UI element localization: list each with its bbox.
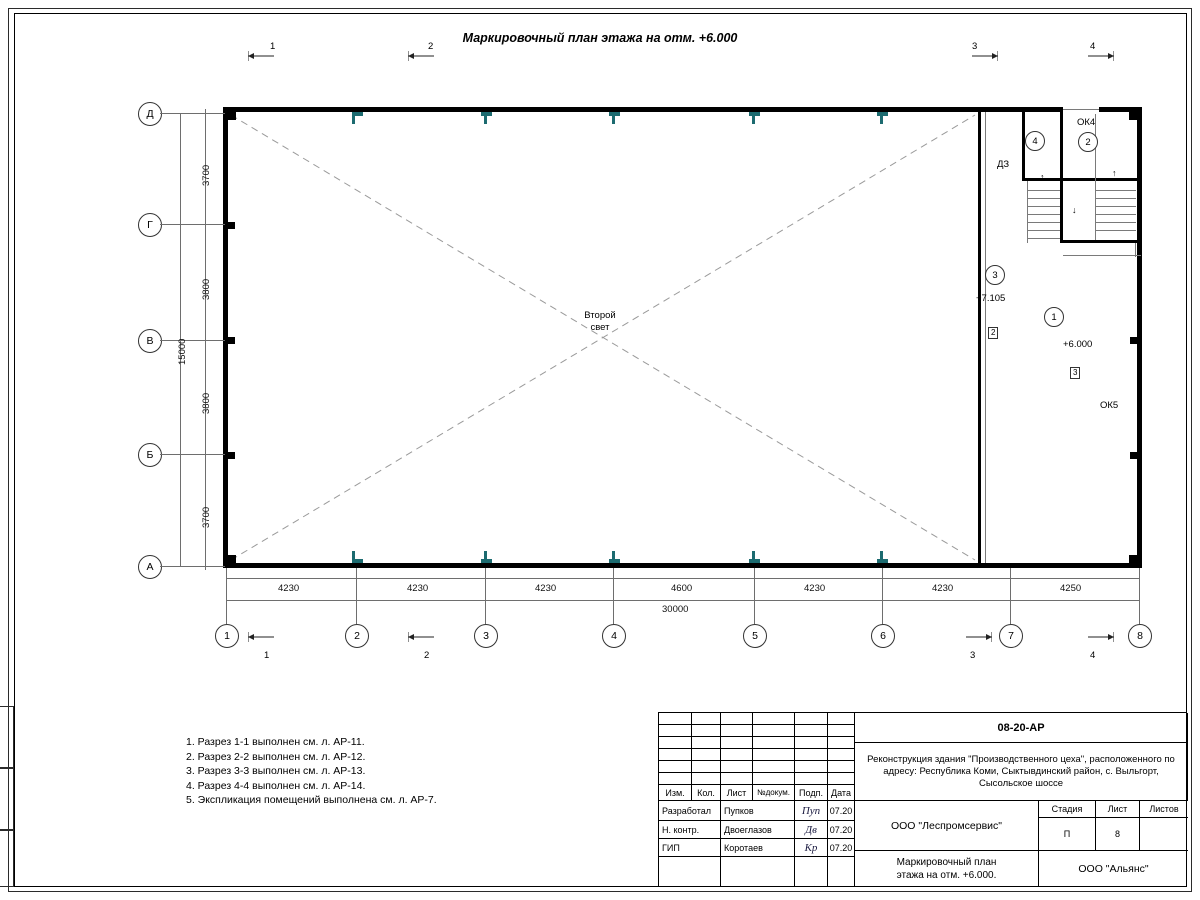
wall-pilaster-left bbox=[228, 452, 235, 459]
section-mark-bottom-4 bbox=[1084, 631, 1114, 645]
column-top bbox=[352, 116, 355, 124]
rev-grid-r6c2 bbox=[692, 773, 721, 785]
stamp-date-razrabotal: 07.20 bbox=[828, 801, 855, 821]
bottom-dim-6: 4230 bbox=[932, 583, 954, 594]
rev-grid-r4c5 bbox=[795, 749, 828, 761]
stamp-sheets-header: Листов bbox=[1140, 801, 1188, 818]
dim-tick bbox=[205, 562, 206, 570]
axis-leader-1 bbox=[226, 568, 227, 624]
dim-tick bbox=[205, 109, 206, 117]
stamp-name-nkontr: Двоеглазов bbox=[721, 821, 795, 839]
column-bottom bbox=[481, 559, 492, 563]
axis-label-v: В bbox=[138, 329, 162, 353]
column-bottom bbox=[352, 559, 363, 563]
rev-grid-r4c3 bbox=[721, 749, 753, 761]
section-mark-top-1-label: 1 bbox=[270, 41, 276, 52]
stair-tread bbox=[1027, 230, 1060, 231]
section-mark-bottom-2-label: 2 bbox=[424, 650, 430, 661]
axis-leader-a bbox=[160, 566, 225, 567]
node-mark-1: 1 bbox=[1044, 307, 1064, 327]
stamp-list-value: 8 bbox=[1096, 818, 1140, 851]
left-dim-3800-lower: 3800 bbox=[201, 392, 212, 414]
stamp-sign-razrabotal: Пуп bbox=[795, 801, 828, 821]
rev-grid-r5c1 bbox=[659, 761, 692, 773]
stamp-designer-company: ООО "Леспромсервис" bbox=[855, 801, 1039, 851]
wall-corridor-line2 bbox=[1135, 243, 1136, 257]
stamp-sheet-title-line1: Маркировочный план bbox=[896, 857, 997, 868]
axis-label-7: 7 bbox=[999, 624, 1023, 648]
axis-leader-7 bbox=[1010, 568, 1011, 624]
rev-grid-r5c3 bbox=[721, 761, 753, 773]
rev-grid-r6c5 bbox=[795, 773, 828, 785]
rev-grid-r1c4 bbox=[753, 713, 795, 725]
axis-leader-8 bbox=[1139, 568, 1140, 624]
column-bottom bbox=[609, 559, 620, 563]
section-mark-bottom-2 bbox=[408, 631, 438, 645]
rev-grid-r5c2 bbox=[692, 761, 721, 773]
stamp-sign-empty bbox=[795, 857, 828, 887]
stair-tread bbox=[1096, 222, 1136, 223]
rev-grid-r2c4 bbox=[753, 725, 795, 737]
dim-tick bbox=[205, 450, 206, 458]
rev-grid-r6c3 bbox=[721, 773, 753, 785]
wall-stair-sep bbox=[1060, 112, 1063, 242]
stair-tread bbox=[1027, 222, 1060, 223]
column-bottom bbox=[877, 559, 888, 563]
stair-arrow-down: ↓ bbox=[1072, 205, 1077, 215]
column-bottom bbox=[352, 551, 355, 559]
rev-grid-r3c4 bbox=[753, 737, 795, 749]
wall-right bbox=[1137, 107, 1142, 568]
rev-grid-r1c6 bbox=[828, 713, 855, 725]
stair-arrow-up-left: ↑ bbox=[1040, 172, 1045, 182]
section-mark-top-2 bbox=[408, 50, 438, 64]
rev-grid-r6c4 bbox=[753, 773, 795, 785]
stamp-document-code: 08-20-АР bbox=[855, 713, 1188, 743]
note-item: 4. Разрез 4-4 выполнен см. л. АР-14. bbox=[186, 779, 366, 792]
rev-grid-r4c4 bbox=[753, 749, 795, 761]
axis-label-6: 6 bbox=[871, 624, 895, 648]
rev-grid-r4c1 bbox=[659, 749, 692, 761]
stair-tread bbox=[1096, 214, 1136, 215]
stamp-sign-nkontr: Дв bbox=[795, 821, 828, 839]
axis-leader-v bbox=[160, 340, 225, 341]
axis-label-1: 1 bbox=[215, 624, 239, 648]
wall-stair-landing bbox=[1060, 240, 1140, 243]
window-label-ok4: ОК4 bbox=[1077, 117, 1096, 128]
bottom-dim-5: 4230 bbox=[804, 583, 826, 594]
rev-grid-r6c6 bbox=[828, 773, 855, 785]
stamp-role-empty bbox=[659, 857, 721, 887]
double-height-space-cross bbox=[223, 107, 983, 568]
rev-grid-r5c6 bbox=[828, 761, 855, 773]
column-top bbox=[484, 116, 487, 124]
section-mark-top-4 bbox=[1084, 50, 1114, 64]
rev-grid-r3c1 bbox=[659, 737, 692, 749]
dim-tick bbox=[205, 220, 206, 228]
wall-pilaster-left bbox=[228, 337, 235, 344]
section-mark-top-2-label: 2 bbox=[428, 41, 434, 52]
axis-leader-g bbox=[160, 224, 225, 225]
note-item: 2. Разрез 2-2 выполнен см. л. АР-12. bbox=[186, 750, 366, 763]
node-mark-3: 3 bbox=[985, 265, 1005, 285]
axis-leader-6 bbox=[882, 568, 883, 624]
rev-grid-r2c5 bbox=[795, 725, 828, 737]
corner-pilaster-tl bbox=[228, 112, 236, 120]
column-top bbox=[752, 116, 755, 124]
bottom-dim-chain-line bbox=[226, 578, 1139, 579]
rev-grid-r1c2 bbox=[692, 713, 721, 725]
wall-right-block-top bbox=[1022, 112, 1025, 180]
note-item: 5. Экспликация помещений выполнена см. л. АР-7. bbox=[186, 794, 437, 806]
room-label-dz: ДЗ bbox=[997, 159, 1010, 170]
stamp-sheets-value bbox=[1140, 818, 1188, 851]
bottom-total-dim-line bbox=[226, 600, 1139, 601]
axis-label-2: 2 bbox=[345, 624, 369, 648]
note-item: 1. Разрез 1-1 выполнен см. л. АР-11. bbox=[186, 736, 365, 748]
stamp-header-podp: Подп. bbox=[795, 785, 828, 801]
wall-pilaster-left bbox=[228, 222, 235, 229]
axis-label-5: 5 bbox=[743, 624, 767, 648]
stamp-name-razrabotal: Пупков bbox=[721, 801, 795, 821]
stair-arrow-up-right: ↑ bbox=[1112, 168, 1117, 178]
drawing-title: Маркировочный план этажа на отм. +6.000 bbox=[462, 31, 738, 45]
column-top bbox=[612, 116, 615, 124]
left-dim-3700-top: 3700 bbox=[201, 164, 212, 186]
title-block bbox=[658, 712, 1187, 887]
corner-pilaster-br bbox=[1129, 555, 1137, 563]
center-space-label-line1: Второй bbox=[584, 310, 616, 321]
rev-grid-r4c6 bbox=[828, 749, 855, 761]
rev-grid-r2c2 bbox=[692, 725, 721, 737]
section-mark-bottom-1 bbox=[248, 631, 278, 645]
rev-grid-r6c1 bbox=[659, 773, 692, 785]
column-bottom bbox=[880, 551, 883, 559]
section-mark-bottom-3 bbox=[962, 631, 992, 645]
axis-leader-b bbox=[160, 454, 225, 455]
stamp-header-data: Дата bbox=[828, 785, 855, 801]
corner-pilaster-tr bbox=[1129, 112, 1137, 120]
stamp-header-list: Лист bbox=[721, 785, 753, 801]
section-mark-bottom-3-label: 3 bbox=[970, 650, 976, 661]
stamp-role-razrabotal: Разработал bbox=[659, 801, 721, 821]
section-mark-top-1 bbox=[248, 50, 278, 64]
axis-leader-5 bbox=[754, 568, 755, 624]
rev-grid-r3c6 bbox=[828, 737, 855, 749]
rev-grid-r1c3 bbox=[721, 713, 753, 725]
general-notes bbox=[186, 735, 437, 808]
stair-tread bbox=[1027, 214, 1060, 215]
column-bottom bbox=[612, 551, 615, 559]
bottom-dim-1: 4230 bbox=[278, 583, 300, 594]
section-mark-bottom-1-label: 1 bbox=[264, 650, 270, 661]
stair-tread bbox=[1096, 190, 1136, 191]
rev-grid-r5c4 bbox=[753, 761, 795, 773]
stair-tread bbox=[1027, 198, 1060, 199]
stamp-date-empty bbox=[828, 857, 855, 887]
axis-leader-d bbox=[160, 113, 225, 114]
column-bottom bbox=[484, 551, 487, 559]
corner-pilaster-bl bbox=[228, 555, 236, 563]
stair-tread bbox=[1027, 238, 1060, 239]
stamp-stage-header: Стадия bbox=[1039, 801, 1096, 818]
rev-grid-r3c2 bbox=[692, 737, 721, 749]
section-mark-top-3-label: 3 bbox=[972, 41, 978, 52]
stamp-name-empty bbox=[721, 857, 795, 887]
stamp-name-gip: Коротаев bbox=[721, 839, 795, 857]
stamp-role-nkontr: Н. контр. bbox=[659, 821, 721, 839]
column-bottom bbox=[752, 551, 755, 559]
rev-grid-r5c5 bbox=[795, 761, 828, 773]
stair-tread bbox=[1096, 198, 1136, 199]
node-mark-4: 4 bbox=[1025, 131, 1045, 151]
left-dim-3700-bottom: 3700 bbox=[201, 506, 212, 528]
wall-partition-thin bbox=[985, 112, 986, 563]
axis-label-d: Д bbox=[138, 102, 162, 126]
rev-grid-r1c5 bbox=[795, 713, 828, 725]
wall-pilaster-right bbox=[1130, 337, 1137, 344]
axis-label-8: 8 bbox=[1128, 624, 1152, 648]
stamp-list-header: Лист bbox=[1096, 801, 1140, 818]
stamp-sign-gip: Кр bbox=[795, 839, 828, 857]
stamp-object-description: Реконструкция здания "Производственного цеха", расположенного по адресу: Республика Коми, Сыктывдинский район, с. Выльгорт, Сысольское шоссе bbox=[855, 743, 1188, 801]
elevation-6000: +6.000 bbox=[1063, 339, 1093, 350]
rev-grid-r3c5 bbox=[795, 737, 828, 749]
center-space-label-line2: свет bbox=[590, 322, 610, 333]
bottom-dim-4: 4600 bbox=[671, 583, 693, 594]
elevation-7105: +7.105 bbox=[976, 293, 1006, 304]
window-label-ok5: ОК5 bbox=[1100, 400, 1119, 411]
axis-label-g: Г bbox=[138, 213, 162, 237]
stamp-stage-value: П bbox=[1039, 818, 1096, 851]
wall-corridor-line bbox=[1063, 255, 1141, 256]
bottom-dim-7: 4250 bbox=[1060, 583, 1082, 594]
axis-leader-3 bbox=[485, 568, 486, 624]
node-mark-2: 2 bbox=[1078, 132, 1098, 152]
axis-leader-4 bbox=[613, 568, 614, 624]
stamp-owner-company: ООО "Альянс" bbox=[1078, 863, 1149, 875]
dim-tick bbox=[205, 336, 206, 344]
rev-grid-r2c6 bbox=[828, 725, 855, 737]
axis-label-3: 3 bbox=[474, 624, 498, 648]
rev-grid-r1c1 bbox=[659, 713, 692, 725]
bottom-dim-2: 4230 bbox=[407, 583, 429, 594]
stamp-date-nkontr: 07.20 bbox=[828, 821, 855, 839]
rev-grid-r2c1 bbox=[659, 725, 692, 737]
section-mark-top-4-label: 4 bbox=[1090, 41, 1096, 52]
axis-label-4: 4 bbox=[602, 624, 626, 648]
note-item: 3. Разрез 3-3 выполнен см. л. АР-13. bbox=[186, 765, 366, 777]
node-square-2: 2 bbox=[988, 327, 998, 339]
stamp-role-gip: ГИП bbox=[659, 839, 721, 857]
stair-tread bbox=[1027, 206, 1060, 207]
stair-tread bbox=[1027, 190, 1060, 191]
stair-tread bbox=[1096, 230, 1136, 231]
axis-label-b: Б bbox=[138, 443, 162, 467]
column-top bbox=[880, 116, 883, 124]
bottom-dim-total-30000: 30000 bbox=[662, 604, 689, 615]
stamp-sheet-title bbox=[855, 851, 1039, 887]
stair-tread bbox=[1096, 206, 1136, 207]
rev-grid-r3c3 bbox=[721, 737, 753, 749]
stamp-header-kol: Кол. bbox=[692, 785, 721, 801]
rev-grid-r2c3 bbox=[721, 725, 753, 737]
axis-leader-2 bbox=[356, 568, 357, 624]
stamp-date-gip: 07.20 bbox=[828, 839, 855, 857]
wall-pilaster-right bbox=[1130, 452, 1137, 459]
section-mark-top-3 bbox=[968, 50, 998, 64]
bottom-dim-3: 4230 bbox=[535, 583, 557, 594]
left-dim-3800-upper: 3800 bbox=[201, 278, 212, 300]
stamp-header-ndocum: №докум. bbox=[753, 785, 795, 801]
window-ok4-line bbox=[1063, 109, 1099, 110]
axis-label-a: А bbox=[138, 555, 162, 579]
left-dim-total-15000: 15000 bbox=[177, 338, 188, 365]
stamp-sheet-title-line2: этажа на отм. +6.000. bbox=[896, 870, 997, 881]
column-bottom bbox=[749, 559, 760, 563]
node-square-3: 3 bbox=[1070, 367, 1080, 379]
stamp-header-izm: Изм. bbox=[659, 785, 692, 801]
section-mark-bottom-4-label: 4 bbox=[1090, 650, 1096, 661]
rev-grid-r4c2 bbox=[692, 749, 721, 761]
